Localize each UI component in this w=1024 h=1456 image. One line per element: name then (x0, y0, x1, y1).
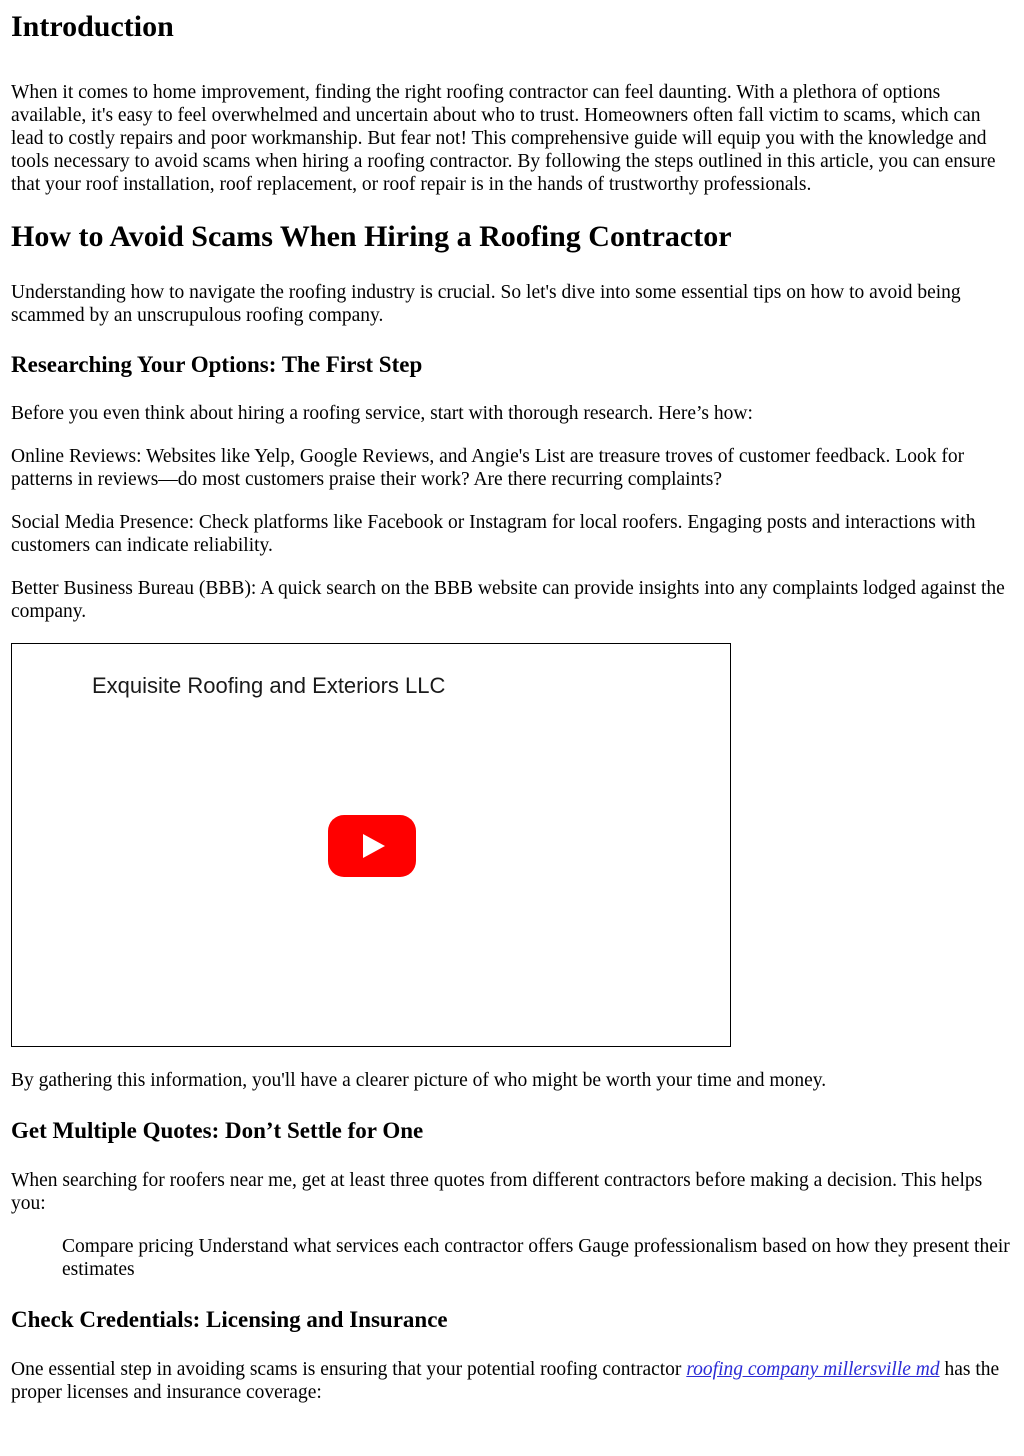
article (0, 10, 1024, 1404)
quotes-paragraph: When searching for roofers near me, get at least three quotes from different contractors before making a decision. This helps you: (11, 1170, 983, 1214)
quotes-heading: Get Multiple Quotes: Don’t Settle for One (11, 1118, 424, 1143)
gathering-paragraph: By gathering this information, you'll have a clearer picture of who might be worth your time and money. (11, 1070, 827, 1091)
play-button[interactable] (328, 815, 416, 877)
quotes-list: Compare pricing Understand what services each contractor offers Gauge professionalism based on how they present their estimates (62, 1236, 1010, 1280)
credentials-heading: Check Credentials: Licensing and Insurance (11, 1307, 448, 1332)
intro-heading: Introduction (11, 10, 174, 43)
research-intro: Before you even think about hiring a roofing service, start with thorough research. Here’s how: (11, 403, 753, 424)
credentials-paragraph (11, 1358, 1013, 1404)
credentials-text-before: One essential step in avoiding scams is ensuring that your potential roofing contractor (11, 1359, 687, 1380)
how-paragraph: Understanding how to navigate the roofing industry is crucial. So let's dive into some essential tips on how to avoid being scammed by an unscrupulous roofing company. (11, 282, 961, 326)
roofing-company-link[interactable]: roofing company millersville md (686, 1359, 940, 1380)
play-icon (328, 815, 416, 877)
video-title[interactable]: Exquisite Roofing and Exteriors LLC (92, 673, 446, 698)
intro-paragraph: When it comes to home improvement, finding the right roofing contractor can feel daunting. With a plethora of options available, it's easy to feel overwhelmed and uncertain about who to trust. Homeowners often fall victim to scams, which can lead to costly repairs and poor workmanship. But fear not! This comprehensive guide will equip you with the knowledge and tools necessary to avoid scams when hiring a roofing contractor. By following the steps outlined in this article, you can ensure that your roof installation, roof replacement, or roof repair is in the hands of trustworthy professionals. (11, 82, 996, 195)
research-heading: Researching Your Options: The First Step (11, 352, 423, 377)
research-item-bbb: Better Business Bureau (BBB): A quick search on the BBB website can provide insights into any complaints lodged against the company. (11, 578, 1005, 622)
research-item-online-reviews: Online Reviews: Websites like Yelp, Google Reviews, and Angie's List are treasure troves of customer feedback. Look for patterns in reviews—do most customers praise their work? Are there recurring complaints? (11, 446, 965, 490)
credentials-text-after: has the proper licenses and insurance coverage: (11, 1359, 1000, 1403)
research-item-social-media: Social Media Presence: Check platforms like Facebook or Instagram for local roofers. Engaging posts and interactions with customers can indicate reliability. (11, 512, 976, 556)
how-heading: How to Avoid Scams When Hiring a Roofing Contractor (11, 220, 732, 253)
video-embed[interactable] (11, 643, 731, 1047)
